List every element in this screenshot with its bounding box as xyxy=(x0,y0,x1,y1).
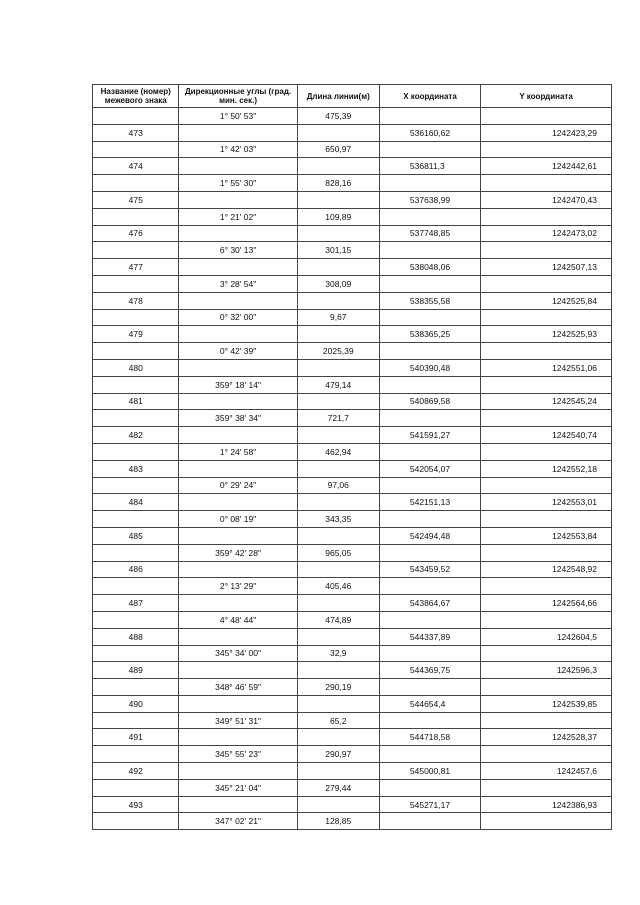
y-coordinate-cell: 1242442,61 xyxy=(481,158,612,175)
x-coordinate-cell: 543864,67 xyxy=(379,595,480,612)
empty-cell xyxy=(297,393,379,410)
mark-name-cell: 492 xyxy=(93,763,179,780)
mark-name-cell: 489 xyxy=(93,662,179,679)
x-coordinate-cell: 542151,13 xyxy=(379,494,480,511)
point-row xyxy=(93,595,612,612)
segment-row xyxy=(93,611,612,628)
empty-cell xyxy=(297,561,379,578)
x-coordinate-cell: 537748,85 xyxy=(379,225,480,242)
y-coordinate-cell: 1242539,85 xyxy=(481,695,612,712)
mark-name-cell: 478 xyxy=(93,292,179,309)
empty-cell xyxy=(93,242,179,259)
empty-cell xyxy=(379,578,480,595)
line-length-cell: 2025,39 xyxy=(297,343,379,360)
point-row xyxy=(93,124,612,141)
y-coordinate-cell: 1242470,43 xyxy=(481,191,612,208)
segment-row xyxy=(93,410,612,427)
header-line-length: Длина линии(м) xyxy=(297,85,379,108)
empty-cell xyxy=(93,578,179,595)
empty-cell xyxy=(379,712,480,729)
empty-cell xyxy=(379,679,480,696)
empty-cell xyxy=(93,477,179,494)
empty-cell xyxy=(179,259,297,276)
empty-cell xyxy=(297,292,379,309)
point-row xyxy=(93,729,612,746)
y-coordinate-cell: 1242553,84 xyxy=(481,527,612,544)
x-coordinate-cell: 536811,3 xyxy=(379,158,480,175)
mark-name-cell: 483 xyxy=(93,460,179,477)
point-row xyxy=(93,191,612,208)
direction-angle-cell: 347° 02' 21" xyxy=(179,813,297,830)
line-length-cell: 290,97 xyxy=(297,746,379,763)
empty-cell xyxy=(481,746,612,763)
coordinates-table xyxy=(92,84,612,830)
point-row xyxy=(93,259,612,276)
empty-cell xyxy=(481,443,612,460)
x-coordinate-cell: 544337,89 xyxy=(379,628,480,645)
point-row xyxy=(93,225,612,242)
mark-name-cell: 473 xyxy=(93,124,179,141)
empty-cell xyxy=(93,208,179,225)
empty-cell xyxy=(379,477,480,494)
y-coordinate-cell: 1242548,92 xyxy=(481,561,612,578)
empty-cell xyxy=(481,141,612,158)
empty-cell xyxy=(179,628,297,645)
direction-angle-cell: 359° 42' 28" xyxy=(179,544,297,561)
segment-row xyxy=(93,813,612,830)
x-coordinate-cell: 538355,58 xyxy=(379,292,480,309)
empty-cell xyxy=(379,275,480,292)
empty-cell xyxy=(297,158,379,175)
segment-row xyxy=(93,343,612,360)
empty-cell xyxy=(297,191,379,208)
mark-name-cell: 491 xyxy=(93,729,179,746)
direction-angle-cell: 349° 51' 31" xyxy=(179,712,297,729)
line-length-cell: 721,7 xyxy=(297,410,379,427)
x-coordinate-cell: 544369,75 xyxy=(379,662,480,679)
mark-name-cell: 480 xyxy=(93,359,179,376)
line-length-cell: 128,85 xyxy=(297,813,379,830)
empty-cell xyxy=(179,561,297,578)
empty-cell xyxy=(179,695,297,712)
header-x-coordinate: X координата xyxy=(379,85,480,108)
empty-cell xyxy=(179,595,297,612)
header-mark-name: Название (номер) межевого знака xyxy=(93,85,179,108)
empty-cell xyxy=(481,511,612,528)
y-coordinate-cell: 1242525,93 xyxy=(481,326,612,343)
line-length-cell: 479,14 xyxy=(297,376,379,393)
direction-angle-cell: 1° 21' 02" xyxy=(179,208,297,225)
y-coordinate-cell: 1242473,02 xyxy=(481,225,612,242)
point-row xyxy=(93,561,612,578)
empty-cell xyxy=(179,527,297,544)
segment-row xyxy=(93,108,612,125)
table-header-row xyxy=(93,85,612,108)
line-length-cell: 9,67 xyxy=(297,309,379,326)
empty-cell xyxy=(179,729,297,746)
mark-name-cell: 486 xyxy=(93,561,179,578)
x-coordinate-cell: 544718,58 xyxy=(379,729,480,746)
empty-cell xyxy=(481,645,612,662)
point-row xyxy=(93,292,612,309)
direction-angle-cell: 1° 50' 53" xyxy=(179,108,297,125)
x-coordinate-cell: 543459,52 xyxy=(379,561,480,578)
empty-cell xyxy=(379,645,480,662)
direction-angle-cell: 348° 46' 59" xyxy=(179,679,297,696)
empty-cell xyxy=(179,191,297,208)
direction-angle-cell: 3° 28' 54" xyxy=(179,275,297,292)
line-length-cell: 965,05 xyxy=(297,544,379,561)
empty-cell xyxy=(297,259,379,276)
empty-cell xyxy=(297,494,379,511)
mark-name-cell: 484 xyxy=(93,494,179,511)
empty-cell xyxy=(481,779,612,796)
empty-cell xyxy=(379,175,480,192)
mark-name-cell: 487 xyxy=(93,595,179,612)
direction-angle-cell: 6° 30' 13" xyxy=(179,242,297,259)
point-row xyxy=(93,763,612,780)
empty-cell xyxy=(179,292,297,309)
line-length-cell: 405,46 xyxy=(297,578,379,595)
empty-cell xyxy=(93,410,179,427)
empty-cell xyxy=(297,124,379,141)
x-coordinate-cell: 544654,4 xyxy=(379,695,480,712)
x-coordinate-cell: 538048,06 xyxy=(379,259,480,276)
empty-cell xyxy=(379,410,480,427)
empty-cell xyxy=(481,712,612,729)
y-coordinate-cell: 1242507,13 xyxy=(481,259,612,276)
point-row xyxy=(93,393,612,410)
empty-cell xyxy=(481,376,612,393)
segment-row xyxy=(93,679,612,696)
table-body xyxy=(93,108,612,830)
mark-name-cell: 488 xyxy=(93,628,179,645)
empty-cell xyxy=(481,679,612,696)
empty-cell xyxy=(379,108,480,125)
segment-row xyxy=(93,779,612,796)
y-coordinate-cell: 1242457,6 xyxy=(481,763,612,780)
y-coordinate-cell: 1242528,37 xyxy=(481,729,612,746)
empty-cell xyxy=(93,175,179,192)
y-coordinate-cell: 1242525,84 xyxy=(481,292,612,309)
segment-row xyxy=(93,141,612,158)
segment-row xyxy=(93,544,612,561)
point-row xyxy=(93,796,612,813)
empty-cell xyxy=(179,326,297,343)
empty-cell xyxy=(481,343,612,360)
direction-angle-cell: 2° 13' 29" xyxy=(179,578,297,595)
empty-cell xyxy=(481,410,612,427)
empty-cell xyxy=(481,275,612,292)
empty-cell xyxy=(297,527,379,544)
point-row xyxy=(93,326,612,343)
segment-row xyxy=(93,511,612,528)
empty-cell xyxy=(93,511,179,528)
mark-name-cell: 485 xyxy=(93,527,179,544)
empty-cell xyxy=(93,712,179,729)
empty-cell xyxy=(297,427,379,444)
empty-cell xyxy=(379,242,480,259)
empty-cell xyxy=(93,813,179,830)
x-coordinate-cell: 540869,58 xyxy=(379,393,480,410)
direction-angle-cell: 345° 21' 04" xyxy=(179,779,297,796)
mark-name-cell: 474 xyxy=(93,158,179,175)
point-row xyxy=(93,460,612,477)
empty-cell xyxy=(297,359,379,376)
direction-angle-cell: 1° 55' 30" xyxy=(179,175,297,192)
empty-cell xyxy=(93,443,179,460)
empty-cell xyxy=(379,544,480,561)
empty-cell xyxy=(481,208,612,225)
empty-cell xyxy=(179,427,297,444)
empty-cell xyxy=(481,611,612,628)
empty-cell xyxy=(93,611,179,628)
header-y-coordinate: Y координата xyxy=(481,85,612,108)
x-coordinate-cell: 540390,48 xyxy=(379,359,480,376)
segment-row xyxy=(93,175,612,192)
direction-angle-cell: 359° 38' 34" xyxy=(179,410,297,427)
empty-cell xyxy=(93,544,179,561)
line-length-cell: 290,19 xyxy=(297,679,379,696)
empty-cell xyxy=(179,393,297,410)
empty-cell xyxy=(481,175,612,192)
mark-name-cell: 479 xyxy=(93,326,179,343)
empty-cell xyxy=(179,359,297,376)
point-row xyxy=(93,628,612,645)
segment-row xyxy=(93,376,612,393)
line-length-cell: 308,09 xyxy=(297,275,379,292)
mark-name-cell: 481 xyxy=(93,393,179,410)
x-coordinate-cell: 536160,62 xyxy=(379,124,480,141)
line-length-cell: 343,35 xyxy=(297,511,379,528)
empty-cell xyxy=(93,679,179,696)
empty-cell xyxy=(179,796,297,813)
empty-cell xyxy=(93,343,179,360)
empty-cell xyxy=(93,746,179,763)
empty-cell xyxy=(379,309,480,326)
empty-cell xyxy=(93,108,179,125)
segment-row xyxy=(93,477,612,494)
empty-cell xyxy=(379,208,480,225)
line-length-cell: 279,44 xyxy=(297,779,379,796)
y-coordinate-cell: 1242552,18 xyxy=(481,460,612,477)
y-coordinate-cell: 1242540,74 xyxy=(481,427,612,444)
x-coordinate-cell: 542494,48 xyxy=(379,527,480,544)
empty-cell xyxy=(379,746,480,763)
line-length-cell: 828,16 xyxy=(297,175,379,192)
empty-cell xyxy=(179,662,297,679)
empty-cell xyxy=(379,611,480,628)
y-coordinate-cell: 1242545,24 xyxy=(481,393,612,410)
point-row xyxy=(93,359,612,376)
empty-cell xyxy=(179,225,297,242)
point-row xyxy=(93,158,612,175)
empty-cell xyxy=(297,595,379,612)
segment-row xyxy=(93,309,612,326)
empty-cell xyxy=(93,645,179,662)
empty-cell xyxy=(93,275,179,292)
point-row xyxy=(93,494,612,511)
direction-angle-cell: 345° 55' 23" xyxy=(179,746,297,763)
x-coordinate-cell: 545000,81 xyxy=(379,763,480,780)
empty-cell xyxy=(179,460,297,477)
empty-cell xyxy=(93,309,179,326)
direction-angle-cell: 0° 08' 19" xyxy=(179,511,297,528)
direction-angle-cell: 359° 18' 14" xyxy=(179,376,297,393)
y-coordinate-cell: 1242596,3 xyxy=(481,662,612,679)
direction-angle-cell: 345° 34' 00" xyxy=(179,645,297,662)
x-coordinate-cell: 545271,17 xyxy=(379,796,480,813)
mark-name-cell: 475 xyxy=(93,191,179,208)
line-length-cell: 97,06 xyxy=(297,477,379,494)
segment-row xyxy=(93,578,612,595)
segment-row xyxy=(93,712,612,729)
point-row xyxy=(93,427,612,444)
empty-cell xyxy=(379,343,480,360)
empty-cell xyxy=(179,494,297,511)
header-direction-angle: Дирекционные углы (град. мин. сек.) xyxy=(179,85,297,108)
mark-name-cell: 476 xyxy=(93,225,179,242)
line-length-cell: 301,15 xyxy=(297,242,379,259)
mark-name-cell: 490 xyxy=(93,695,179,712)
point-row xyxy=(93,527,612,544)
empty-cell xyxy=(297,628,379,645)
empty-cell xyxy=(297,225,379,242)
empty-cell xyxy=(179,763,297,780)
direction-angle-cell: 0° 29' 24" xyxy=(179,477,297,494)
empty-cell xyxy=(481,813,612,830)
empty-cell xyxy=(379,141,480,158)
line-length-cell: 65,2 xyxy=(297,712,379,729)
direction-angle-cell: 0° 42' 39" xyxy=(179,343,297,360)
segment-row xyxy=(93,242,612,259)
empty-cell xyxy=(297,695,379,712)
direction-angle-cell: 1° 24' 58" xyxy=(179,443,297,460)
empty-cell xyxy=(93,779,179,796)
empty-cell xyxy=(297,326,379,343)
empty-cell xyxy=(379,376,480,393)
line-length-cell: 474,89 xyxy=(297,611,379,628)
empty-cell xyxy=(379,443,480,460)
mark-name-cell: 482 xyxy=(93,427,179,444)
empty-cell xyxy=(481,578,612,595)
x-coordinate-cell: 542054,07 xyxy=(379,460,480,477)
empty-cell xyxy=(481,242,612,259)
y-coordinate-cell: 1242604,5 xyxy=(481,628,612,645)
empty-cell xyxy=(93,376,179,393)
direction-angle-cell: 0° 32' 00" xyxy=(179,309,297,326)
empty-cell xyxy=(93,141,179,158)
empty-cell xyxy=(297,729,379,746)
y-coordinate-cell: 1242551,06 xyxy=(481,359,612,376)
line-length-cell: 109,89 xyxy=(297,208,379,225)
empty-cell xyxy=(179,124,297,141)
line-length-cell: 32,9 xyxy=(297,645,379,662)
empty-cell xyxy=(379,813,480,830)
segment-row xyxy=(93,443,612,460)
y-coordinate-cell: 1242553,01 xyxy=(481,494,612,511)
empty-cell xyxy=(297,796,379,813)
empty-cell xyxy=(297,460,379,477)
empty-cell xyxy=(481,108,612,125)
empty-cell xyxy=(481,309,612,326)
y-coordinate-cell: 1242423,29 xyxy=(481,124,612,141)
segment-row xyxy=(93,746,612,763)
segment-row xyxy=(93,208,612,225)
line-length-cell: 650,97 xyxy=(297,141,379,158)
empty-cell xyxy=(297,662,379,679)
point-row xyxy=(93,695,612,712)
line-length-cell: 462,94 xyxy=(297,443,379,460)
mark-name-cell: 493 xyxy=(93,796,179,813)
empty-cell xyxy=(481,477,612,494)
x-coordinate-cell: 538365,25 xyxy=(379,326,480,343)
direction-angle-cell: 1° 42' 03" xyxy=(179,141,297,158)
empty-cell xyxy=(379,511,480,528)
segment-row xyxy=(93,275,612,292)
x-coordinate-cell: 541591,27 xyxy=(379,427,480,444)
mark-name-cell: 477 xyxy=(93,259,179,276)
boundary-coordinates-sheet xyxy=(92,84,612,830)
y-coordinate-cell: 1242564,66 xyxy=(481,595,612,612)
point-row xyxy=(93,662,612,679)
y-coordinate-cell: 1242386,93 xyxy=(481,796,612,813)
direction-angle-cell: 4° 48' 44" xyxy=(179,611,297,628)
empty-cell xyxy=(297,763,379,780)
x-coordinate-cell: 537638,99 xyxy=(379,191,480,208)
empty-cell xyxy=(379,779,480,796)
empty-cell xyxy=(481,544,612,561)
empty-cell xyxy=(179,158,297,175)
line-length-cell: 475,39 xyxy=(297,108,379,125)
segment-row xyxy=(93,645,612,662)
